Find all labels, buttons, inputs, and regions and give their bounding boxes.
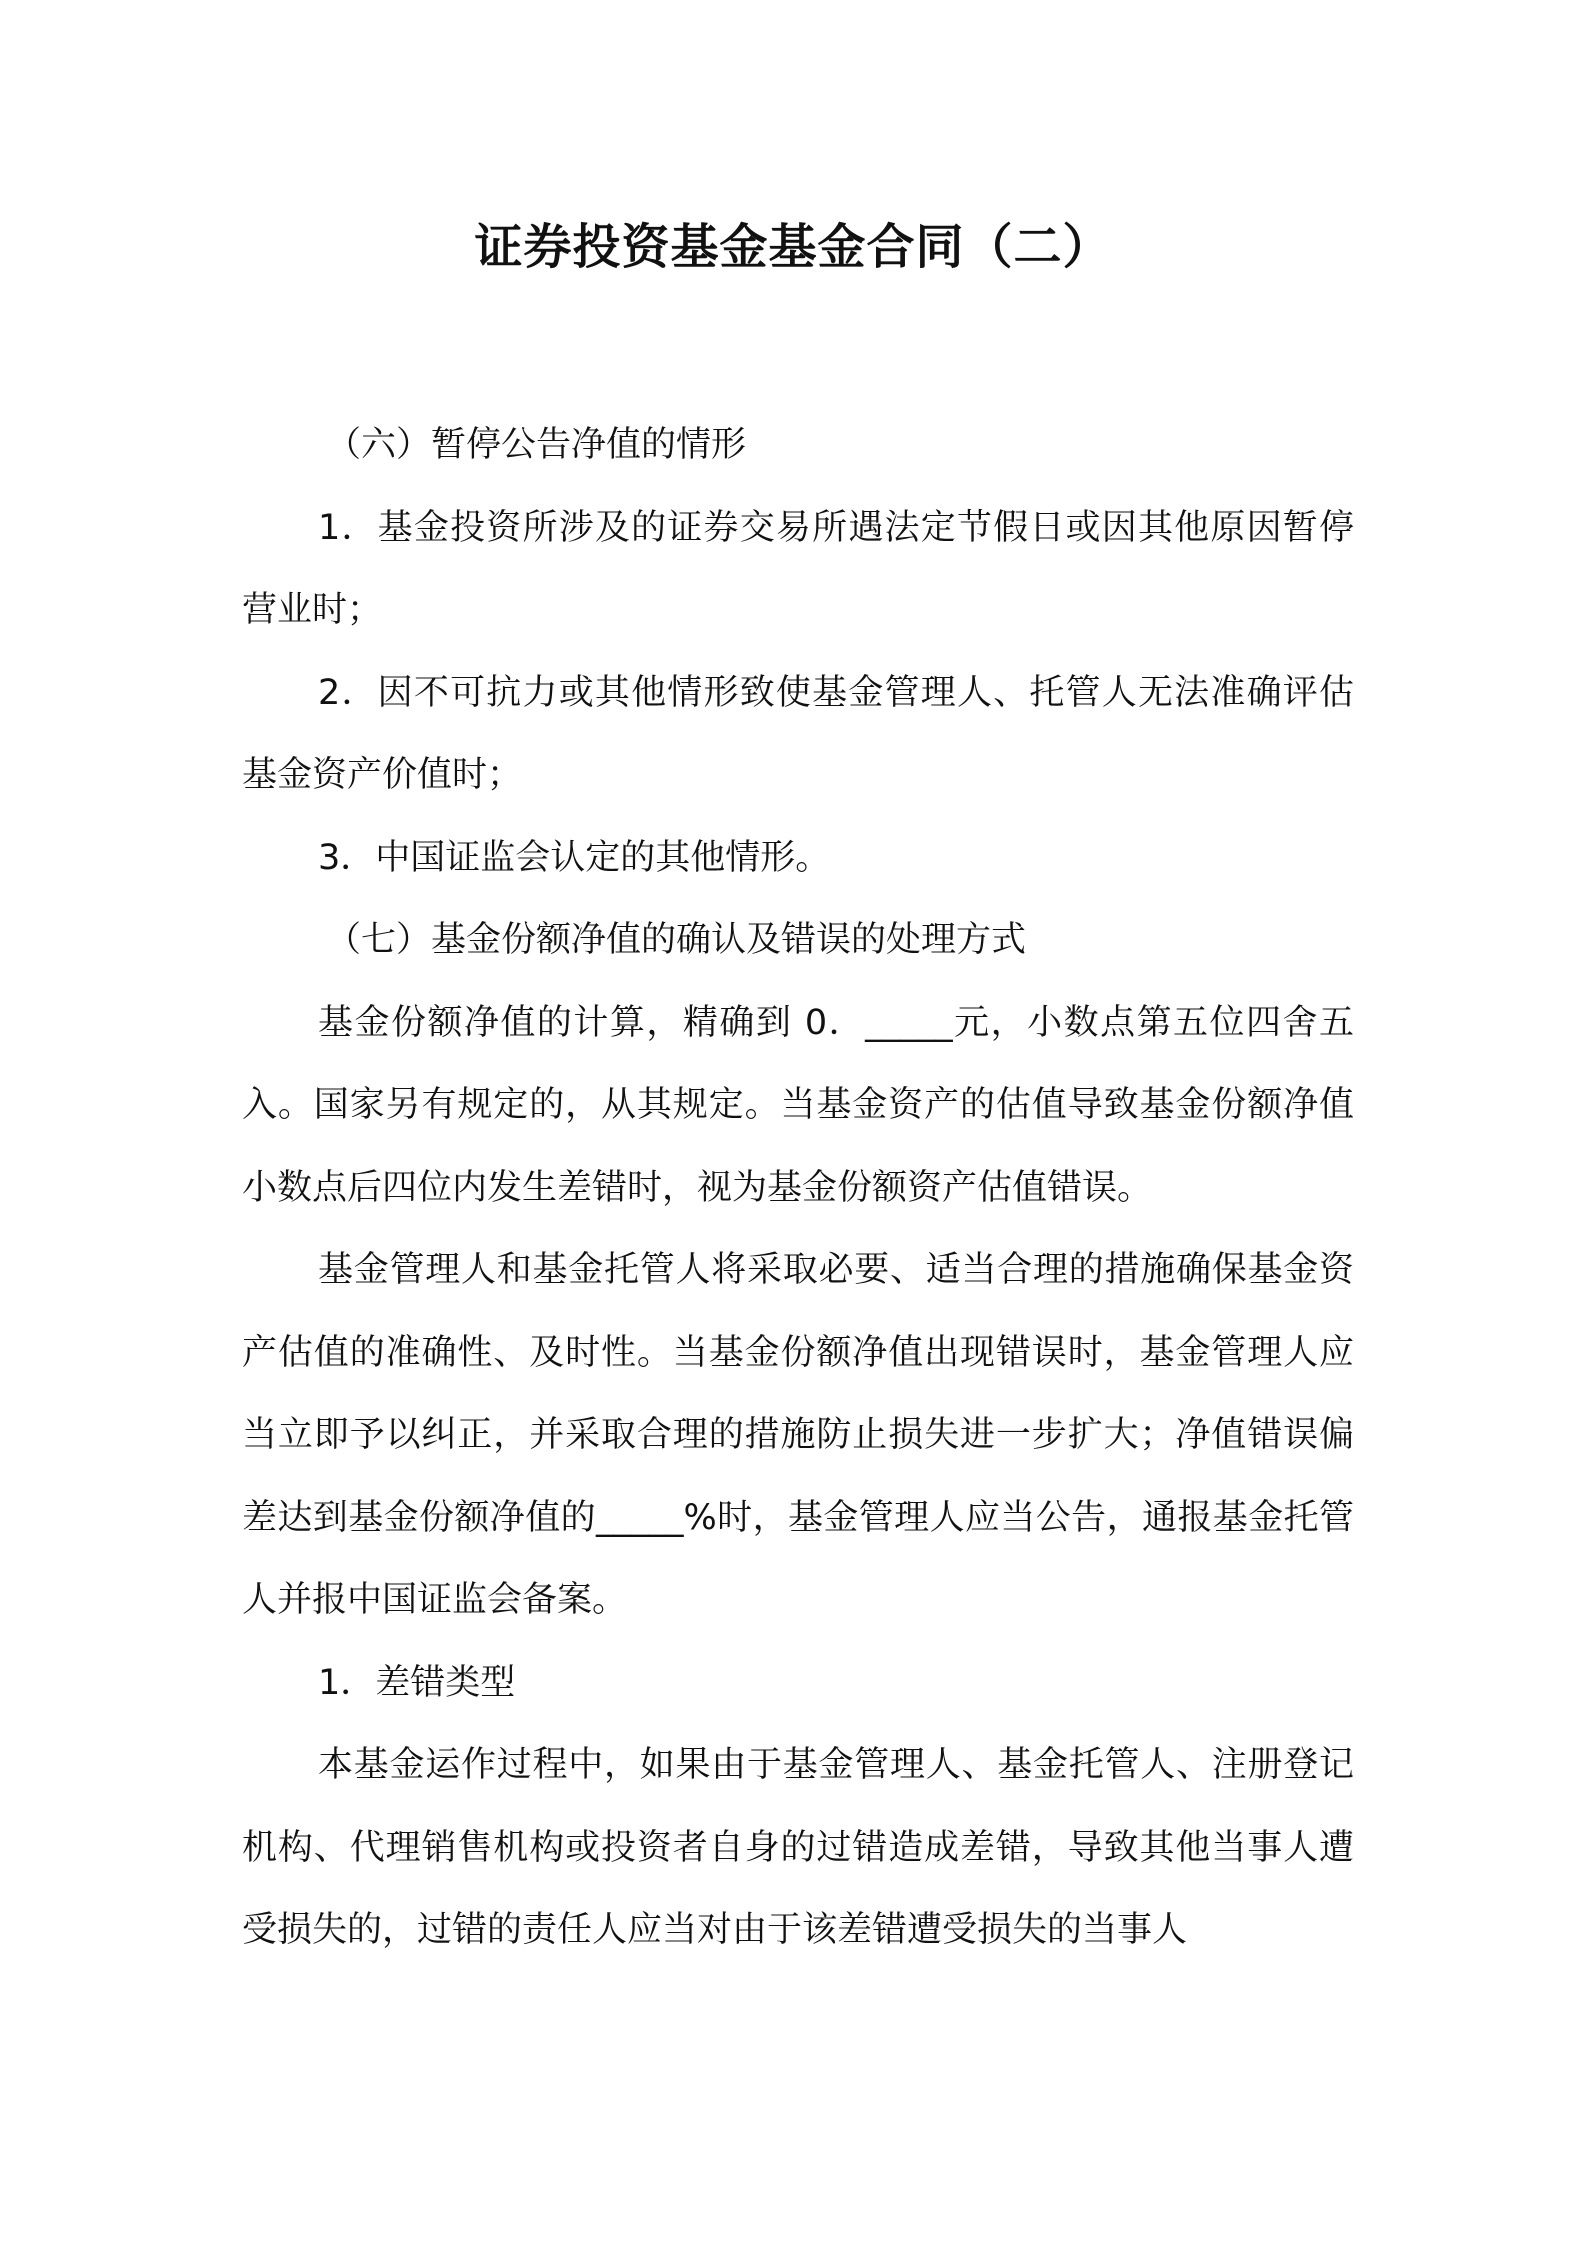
paragraph-item-2: 2．因不可抗力或其他情形致使基金管理人、托管人无法准确评估基金资产价值时；	[242, 672, 1354, 795]
section-heading-7: （七）基金份额净值的确认及错误的处理方式	[326, 920, 1027, 960]
paragraph-nav-calculation: 基金份额净值的计算，精确到 0．_____元，小数点第五位四舍五入。国家另有规定的，从其规定。当基金资产的估值导致基金份额净值小数点后四位内发生差错时，视为基金份额资产估值错误。	[242, 1002, 1354, 1208]
paragraph-item-1: 1．基金投资所涉及的证券交易所遇法定节假日或因其他原因暂停营业时；	[242, 507, 1354, 630]
paragraph-error-types-body: 本基金运作过程中，如果由于基金管理人、基金托管人、注册登记机构、代理销售机构或投资者自身的过错造成差错，导致其他当事人遭受损失的，过错的责任人应当对由于该差错遭受损失的当事人	[242, 1745, 1354, 1950]
paragraph-item-3: 3．中国证监会认定的其他情形。	[318, 837, 831, 878]
paragraph-error-handling: 基金管理人和基金托管人将采取必要、适当合理的措施确保基金资产估值的准确性、及时性。当基金份额净值出现错误时，基金管理人应当立即予以纠正，并采取合理的措施防止损失进一步扩大；净值错误偏差达到基金份额净值的_____%时，基金管理人应当公告，通报基金托管人并报中国证监会备案。	[242, 1250, 1354, 1620]
paragraph-error-types-heading: 1．差错类型	[318, 1662, 516, 1703]
section-heading-6: （六）暂停公告净值的情形	[326, 425, 747, 465]
document-body	[242, 404, 1354, 1972]
document-title: 证券投资基金基金合同（二）	[474, 219, 1112, 275]
